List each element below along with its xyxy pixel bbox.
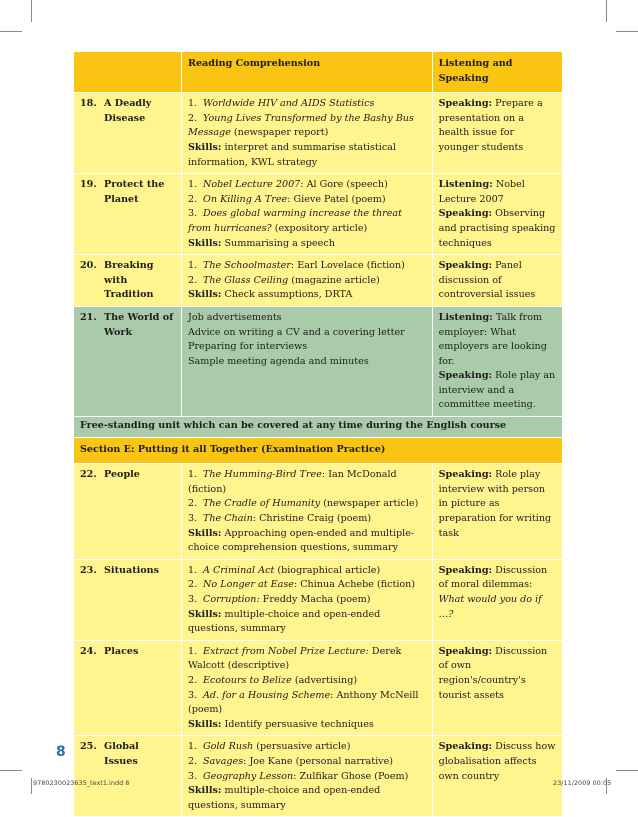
ls-label: Speaking: (438, 564, 493, 576)
table-row (74, 306, 563, 416)
skills-line (188, 141, 426, 170)
item-detail: : Joe Kane (personal narrative) (243, 755, 394, 767)
unit-cell (74, 464, 182, 560)
item-detail: : Zulfikar Ghose (Poem) (293, 770, 409, 782)
print-slug-date: 23/11/2009 00:05 (553, 779, 612, 787)
item-number: 1. (187, 179, 198, 191)
item-detail: (newspaper report) (230, 127, 329, 139)
listening-speaking-cell (432, 736, 562, 817)
item-title: Worldwide HIV and AIDS Statistics (202, 98, 375, 110)
skills-label: Skills: (187, 289, 222, 301)
item-detail: (advertising) (291, 674, 358, 686)
skills-text: Identify persuasive techniques (221, 718, 374, 730)
unit-cell (74, 255, 182, 307)
table-header-row (74, 52, 563, 93)
item-detail: : Christine Craig (poem) (252, 513, 372, 525)
reading-item (188, 645, 426, 674)
syllabus-table (73, 51, 563, 817)
free-standing-note: Free-standing unit which can be covered at any time during the English course (74, 417, 563, 438)
item-number: 1. (187, 645, 198, 657)
reading-cell (181, 640, 432, 736)
item-detail: (newspaper article) (320, 498, 419, 510)
crop-mark (31, 778, 32, 794)
section-heading-row (74, 437, 563, 464)
item-title: Savages (202, 755, 244, 767)
reading-item (188, 578, 426, 593)
skills-label: Skills: (187, 718, 222, 730)
ls-text: Observing and practising speaking techniques (438, 208, 556, 249)
item-title: Geography Lesson (202, 770, 294, 782)
listening-speaking-cell (432, 640, 562, 736)
free-standing-row (74, 417, 563, 438)
item-title: Ecotours to Belize (202, 674, 292, 686)
skills-text: multiple-choice and open-ended questions, summary (187, 785, 381, 811)
item-number: 1. (187, 98, 198, 110)
reading-item (188, 497, 426, 512)
unit-title: Global Issues (104, 741, 139, 767)
reading-item (188, 755, 426, 770)
crop-mark (616, 31, 638, 32)
unit-title: The World of Work (104, 311, 174, 338)
item-number: 1. (187, 741, 198, 753)
reading-item (188, 740, 426, 755)
unit-number: 23. (80, 564, 97, 576)
table-row (74, 174, 563, 255)
reading-cell (181, 464, 432, 560)
reading-item (188, 770, 426, 785)
ls-italic: What would you do if …? (438, 594, 542, 620)
ls-label: Speaking: (438, 98, 493, 110)
ls-text: Discussion of own region's/country's tourist assets (438, 645, 548, 701)
item-number: 3. (187, 208, 198, 220)
listening-speaking-cell (432, 174, 562, 255)
unit-number: 21. (80, 311, 97, 323)
ls-label: Speaking: (438, 370, 493, 382)
unit-title: A Deadly Disease (104, 98, 152, 124)
item-number: 1. (187, 469, 198, 481)
skills-label: Skills: (187, 608, 222, 620)
item-detail: : Ian McDonald (fiction) (187, 469, 397, 495)
ls-label: Speaking: (438, 645, 493, 657)
page-number: 8 (56, 744, 66, 760)
unit-number: 19. (80, 179, 97, 191)
skills-line (188, 608, 426, 637)
unit-cell (74, 93, 182, 174)
reading-line: Job advertisements (187, 311, 282, 323)
item-number: 2. (187, 674, 198, 686)
item-number: 2. (187, 274, 198, 286)
item-title: The Chain (202, 513, 253, 525)
reading-item (188, 193, 426, 208)
ls-text: Panel discussion of controversial issues (438, 260, 536, 301)
section-e-heading: Section E: Putting it all Together (Examination Practice) (74, 437, 563, 464)
item-number: 2. (187, 579, 198, 591)
skills-label: Skills: (187, 785, 222, 797)
reading-item (188, 259, 426, 274)
header-unit-cell (74, 52, 182, 93)
table-row (74, 640, 563, 736)
ls-text: Discuss how globalisation affects own country (438, 741, 556, 782)
item-number: 3. (187, 594, 198, 605)
unit-cell (74, 640, 182, 736)
unit-number: 20. (80, 260, 97, 272)
item-title: Gold Rush (202, 741, 254, 753)
reading-cell (181, 255, 432, 307)
skills-label: Skills: (187, 237, 222, 249)
ls-text: Talk from employer: What employers are looking for. (438, 311, 547, 367)
reading-cell (181, 306, 432, 416)
item-title: The Schoolmaster (202, 260, 291, 272)
skills-line (188, 527, 426, 556)
header-reading-comprehension: Reading Comprehension (181, 52, 432, 93)
item-detail: : Chinua Achebe (fiction) (293, 579, 416, 591)
reading-cell (181, 559, 432, 640)
item-detail: : Anthony McNeill (poem) (187, 689, 419, 716)
unit-number: 24. (80, 645, 97, 657)
listening-speaking-cell (432, 464, 562, 560)
skills-text: Approaching open-ended and multiple-choice comprehension questions, summary (187, 527, 415, 554)
unit-title: People (104, 469, 140, 481)
unit-number: 22. (80, 469, 97, 481)
ls-text: Role play interview with person in picture as preparation for writing task (438, 469, 552, 539)
unit-cell (74, 174, 182, 255)
item-number: 3. (187, 689, 198, 701)
ls-label: Listening: (438, 179, 493, 191)
ls-text: Nobel Lecture 2007 (438, 179, 525, 205)
skills-text: Summarising a speech (221, 237, 335, 249)
item-number: 3. (187, 770, 198, 782)
crop-mark (616, 770, 638, 771)
skills-line (188, 288, 426, 303)
ls-label: Speaking: (438, 208, 493, 220)
skills-line (188, 784, 426, 813)
item-title: Young Lives Transformed by the Bashy Bus Message (187, 112, 414, 139)
unit-cell (74, 559, 182, 640)
table-row (74, 736, 563, 817)
skills-text: interpret and summarise statistical information, KWL strategy (187, 141, 397, 168)
reading-line: Preparing for interviews (187, 341, 308, 353)
unit-number: 25. (80, 741, 97, 753)
reading-item (188, 468, 426, 497)
unit-cell (74, 736, 182, 817)
print-slug-file: 9780230023635_text1.indd 8 (33, 779, 130, 787)
reading-item (188, 512, 426, 527)
ls-label: Speaking: (438, 741, 493, 753)
item-number: 3. (187, 513, 198, 525)
reading-item (188, 689, 426, 718)
listening-speaking-cell (432, 93, 562, 174)
item-title: A Criminal Act (202, 564, 275, 576)
item-number: 2. (187, 755, 198, 767)
table-row (74, 464, 563, 560)
item-number: 1. (187, 260, 198, 272)
item-title: Does global warming increase the threat from hurricanes? (187, 208, 403, 234)
ls-label: Speaking: (438, 469, 493, 481)
skills-text: multiple-choice and open-ended questions, summary (187, 608, 381, 635)
table-row (74, 255, 563, 307)
ls-label: Listening: (438, 311, 493, 323)
item-title: The Cradle of Humanity (202, 498, 321, 510)
unit-title: Protect the Planet (104, 179, 165, 205)
skills-label: Skills: (187, 141, 222, 153)
item-title: Corruption: (202, 594, 260, 605)
unit-cell (74, 306, 182, 416)
item-title: Ad. for a Housing Scheme (202, 689, 331, 701)
skills-line (188, 718, 426, 733)
reading-item (188, 564, 426, 579)
crop-mark (31, 0, 32, 22)
reading-item (188, 112, 426, 141)
unit-title: Breaking with Tradition (104, 260, 154, 301)
item-detail: : Earl Lovelace (fiction) (290, 260, 405, 272)
reading-item (188, 207, 426, 236)
reading-line: Advice on writing a CV and a covering letter (187, 326, 405, 338)
reading-item (188, 97, 426, 112)
crop-mark (606, 0, 607, 22)
ls-label: Speaking: (438, 260, 493, 272)
reading-item (188, 593, 426, 608)
item-title: The Humming-Bird Tree (202, 469, 322, 481)
item-title: The Glass Ceiling (202, 274, 289, 286)
crop-mark (0, 31, 22, 32)
reading-item (188, 274, 426, 289)
crop-mark (0, 770, 22, 771)
skills-label: Skills: (187, 527, 222, 539)
reading-item (188, 178, 426, 193)
item-detail: (magazine article) (288, 274, 380, 286)
item-detail: (expository article) (271, 222, 368, 234)
table-row (74, 93, 563, 174)
item-title: On Killing A Tree (202, 193, 288, 205)
item-title: Extract from Nobel Prize Lecture: (202, 645, 369, 657)
unit-title: Situations (104, 564, 160, 576)
unit-number: 18. (80, 98, 97, 110)
ls-text: Role play an interview and a committee meeting. (438, 370, 556, 411)
unit-title: Places (104, 645, 139, 657)
listening-speaking-cell (432, 559, 562, 640)
listening-speaking-cell (432, 255, 562, 307)
ls-text: Prepare a presentation on a health issue for younger students (438, 98, 543, 153)
item-detail: (biographical article) (274, 564, 381, 576)
item-detail: (persuasive article) (253, 741, 351, 753)
item-detail: : Gieve Patel (poem) (287, 193, 386, 205)
skills-line (188, 237, 426, 252)
listening-speaking-cell (432, 306, 562, 416)
reading-cell (181, 93, 432, 174)
item-detail: Freddy Macha (poem) (259, 594, 371, 605)
reading-cell (181, 736, 432, 817)
item-number: 1. (187, 564, 198, 576)
item-title: Nobel Lecture 2007 (202, 179, 301, 191)
reading-item (188, 674, 426, 689)
reading-line: Sample meeting agenda and minutes (187, 355, 369, 367)
skills-text: Check assumptions, DRTA (221, 289, 353, 301)
reading-cell (181, 174, 432, 255)
item-number: 2. (187, 498, 198, 510)
item-detail: : Al Gore (speech) (300, 179, 388, 191)
table-row (74, 559, 563, 640)
item-title: No Longer at Ease (202, 579, 294, 591)
header-listening-speaking: Listening and Speaking (432, 52, 562, 93)
item-detail: Derek Walcott (descriptive) (187, 645, 402, 672)
item-number: 2. (187, 112, 198, 124)
ls-text: Discussion of moral dilemmas: (438, 564, 548, 591)
item-number: 2. (187, 193, 198, 205)
